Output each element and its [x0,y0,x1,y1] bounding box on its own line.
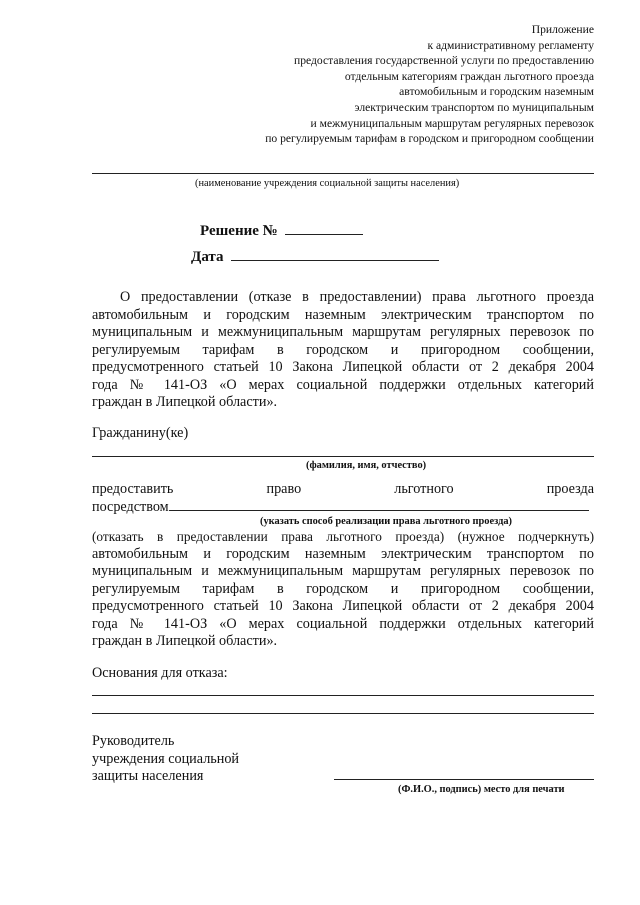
seal-caption: место для печати [483,784,565,795]
grounds-line-2 [92,713,594,714]
grant-line2 [92,499,594,517]
appendix-line: к административному регламенту [427,38,594,52]
intro-line: года № 141-ОЗ «О мерах социальной поддержки отдельных категорий [92,376,594,393]
grant-caption: (указать способ реализации права льготного проезда) [260,516,513,527]
refuse-line: предусмотренного статьей 10 Закона Липецкой области от 2 декабря 2004 [92,598,594,614]
refuse-line: муниципальным и межмуниципальным маршрутам регулярных перевозок по [92,563,594,579]
grant-method-field [169,509,589,511]
decision-date [191,249,439,266]
intro-paragraph [92,289,594,412]
appendix-line: Приложение [531,23,594,36]
signature-fio-caption: (Ф.И.О., подпись) [398,784,482,795]
decision-number [200,223,363,240]
institution-name-line [92,173,594,174]
decision-number-field [285,233,363,235]
refuse-line: регулируемым тарифам в городском и пригородном сообщении, [92,580,594,597]
appendix-line: отдельным категориям граждан льготного проезда [344,69,594,83]
signature-line: защиты населения [92,768,204,784]
grant-line1: предоставить право льготного проезда [92,481,594,497]
grounds-line-1 [92,695,594,696]
appendix-line: по регулируемым тарифам в городском и пригородном сообщении [265,132,594,146]
grounds-label: Основания для отказа: [92,665,228,681]
appendix-header [265,22,594,147]
citizen-caption: (фамилия, имя, отчество) [306,460,427,471]
appendix-line: и межмуниципальным маршрутам регулярных перевозок [310,116,594,130]
decision-date-field [231,259,439,261]
intro-line: муниципальным и межмуниципальным маршрутам регулярных перевозок по [92,324,594,340]
refuse-paragraph [92,528,594,651]
refuse-line: граждан в Липецкой области». [92,633,278,649]
grant-block [92,481,594,516]
intro-line: предусмотренного статьей 10 Закона Липецкой области от 2 декабря 2004 [92,359,594,375]
signature-line: учреждения социальной [92,750,240,767]
refuse-line: года № 141-ОЗ «О мерах социальной поддержки отдельных категорий [92,615,594,632]
signature-field [334,779,594,780]
appendix-line: предоставления государственной услуги по предоставлению [294,54,594,68]
intro-line: О предоставлении (отказе в предоставлении) права льготного проезда [120,289,594,305]
signature-line: Руководитель [92,733,175,749]
institution-caption: (наименование учреждения социальной защиты населения) [195,178,460,189]
grant-by-label: посредством [92,498,169,515]
signature-caption [398,784,565,795]
signature-block [92,733,332,786]
refuse-line: автомобильным и городским наземным электрическим транспортом по [92,545,594,562]
intro-line: автомобильным и городским наземным электрическим транспортом по [92,306,594,323]
citizen-name-line [92,456,594,457]
intro-line: граждан в Липецкой области». [92,394,278,410]
intro-line: регулируемым тарифам в городском и пригородном сообщении, [92,341,594,358]
citizen-label: Гражданину(ке) [92,425,189,441]
decision-number-label: Решение № [200,223,278,239]
decision-date-label: Дата [191,249,224,265]
appendix-line: автомобильным и городским наземным [399,85,594,99]
appendix-line: электрическим транспортом по муниципальным [354,100,594,114]
refuse-line: (отказать в предоставлении права льготного проезда) (нужное подчеркнуть) [92,529,594,544]
